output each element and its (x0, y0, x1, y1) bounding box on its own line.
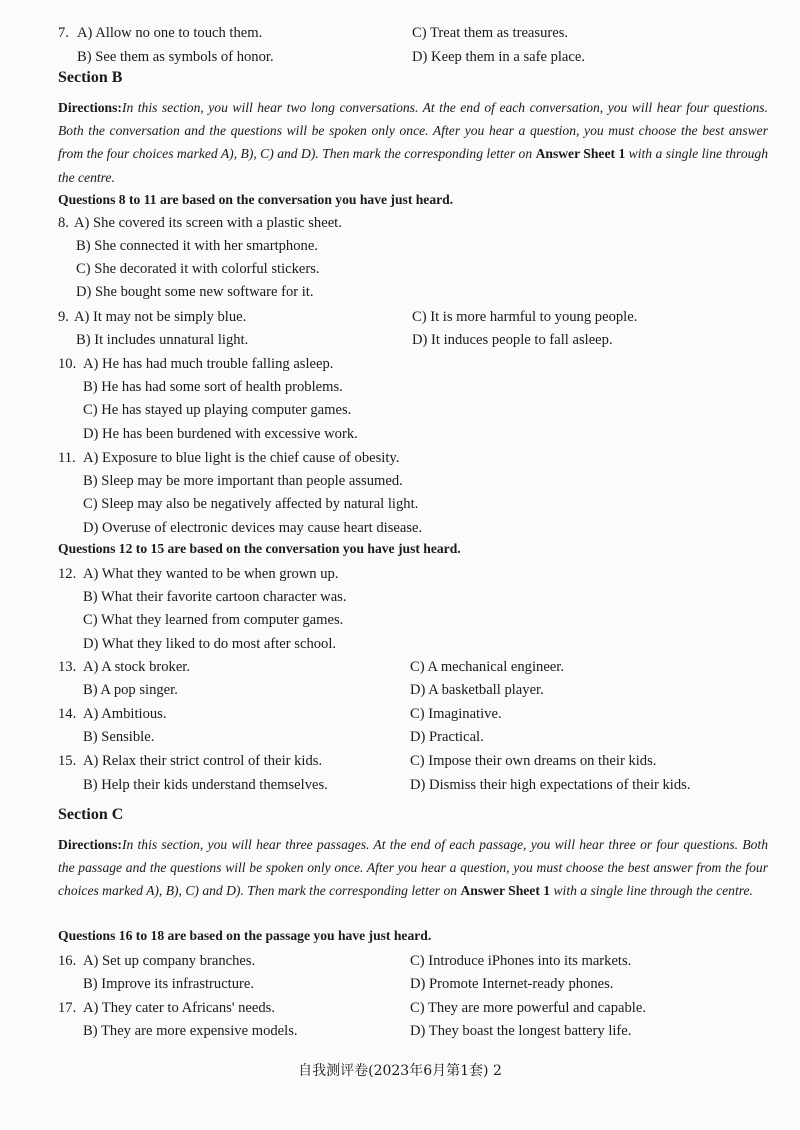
page-footer: 自我测评卷(2023年6月第1套) 2 (298, 1063, 502, 1079)
option-c: C) She decorated it with colorful stickers. (76, 261, 320, 277)
option-a: A) Allow no one to touch them. (77, 25, 263, 41)
question-9-row1 (0, 306, 800, 329)
option-a: A) Ambitious. (83, 706, 167, 722)
question-10-c (0, 399, 800, 422)
question-12-b (0, 586, 800, 609)
question-number: 13. (58, 659, 77, 675)
option-a: A) He has had much trouble falling asleep. (83, 356, 334, 372)
question-12-c (0, 609, 800, 632)
option-d: D) Promote Internet-ready phones. (410, 976, 614, 992)
question-number: 11. (58, 450, 76, 466)
option-b: B) She connected it with her smartphone. (76, 238, 318, 254)
option-d: D) They boast the longest battery life. (410, 1023, 632, 1039)
option-a: A) Set up company branches. (83, 953, 256, 969)
section-c-heading: Section C (58, 806, 124, 823)
option-b: B) He has had some sort of health problems. (83, 379, 343, 395)
directions-text: In this section, you will hear three passages. At the end of each passage, you will hear three or four questions. Both the passage and the questions will be spoken only once. After you hear a question, you must choose the best answer from the four choices marked A), B), C) and D). Then mark the corresponding letter on (58, 837, 768, 899)
option-d: D) A basketball player. (410, 682, 544, 698)
question-number: 12. (58, 566, 77, 582)
question-number: 9. (58, 309, 69, 325)
option-d: D) What they liked to do most after school. (83, 636, 337, 652)
question-number: 8. (58, 215, 69, 231)
question-13-row1 (0, 656, 800, 679)
option-d: D) It induces people to fall asleep. (412, 332, 613, 348)
question-16-row2 (0, 973, 800, 996)
question-9-row2 (0, 329, 800, 352)
question-12-d (0, 633, 800, 656)
option-b: B) It includes unnatural light. (76, 332, 249, 348)
question-11-b (0, 470, 800, 493)
question-number: 10. (58, 356, 77, 372)
option-a: A) What they wanted to be when grown up. (83, 566, 339, 582)
question-17-row2 (0, 1020, 800, 1043)
directions-text-end: with a single line through the centre. (550, 883, 753, 899)
question-13-row2 (0, 679, 800, 702)
option-c: C) Introduce iPhones into its markets. (410, 953, 632, 969)
question-8-c (0, 258, 800, 281)
question-number: 15. (58, 753, 77, 769)
option-a: A) It may not be simply blue. (74, 309, 247, 325)
question-number: 7. (58, 25, 69, 41)
section-b-heading: Section B (58, 69, 123, 86)
question-number: 14. (58, 706, 77, 722)
option-c: C) It is more harmful to young people. (412, 309, 638, 325)
question-8-d (0, 281, 800, 304)
question-11-a (0, 447, 800, 470)
option-c: C) They are more powerful and capable. (410, 1000, 646, 1016)
option-b: B) What their favorite cartoon character was. (83, 589, 347, 605)
question-7-row1 (0, 22, 800, 45)
option-d: D) Keep them in a safe place. (412, 49, 586, 65)
question-10-a (0, 353, 800, 376)
question-14-row1 (0, 703, 800, 726)
directions-label: Directions: (58, 100, 122, 115)
question-11-c (0, 493, 800, 516)
option-b: B) Improve its infrastructure. (83, 976, 255, 992)
option-d: D) Overuse of electronic devices may cause heart disease. (83, 520, 423, 536)
answer-sheet-ref: Answer Sheet 1 (460, 883, 551, 899)
option-a: A) They cater to Africans' needs. (83, 1000, 276, 1016)
question-7-row2 (0, 46, 800, 69)
option-a: A) Exposure to blue light is the chief cause of obesity. (83, 450, 400, 466)
question-15-row1 (0, 750, 800, 773)
question-group-heading: Questions 16 to 18 are based on the passage you have just heard. (58, 928, 432, 943)
option-d: D) Dismiss their high expectations of their kids. (410, 777, 691, 793)
question-15-row2 (0, 774, 800, 797)
option-b: B) See them as symbols of honor. (77, 49, 274, 65)
question-number: 16. (58, 953, 77, 969)
directions-text: In this section, you will hear two long conversations. At the end of each conversation, you will hear four questions. Both the conversation and the questions will be spoken only once. After you hear a question, you must choose the best answer from the four choices marked A), B), C) and D). Then mark the corresponding letter on (58, 100, 768, 162)
question-17-row1 (0, 997, 800, 1020)
question-10-d (0, 423, 800, 446)
option-b: B) Help their kids understand themselves. (83, 777, 328, 793)
option-c: C) What they learned from computer games. (83, 612, 344, 628)
option-c: C) Sleep may also be negatively affected by natural light. (83, 496, 419, 512)
question-group-heading: Questions 8 to 11 are based on the conversation you have just heard. (58, 192, 454, 207)
option-a: A) Relax their strict control of their kids. (83, 753, 323, 769)
option-d: D) Practical. (410, 729, 484, 745)
question-8-b (0, 235, 800, 258)
question-11-d (0, 517, 800, 540)
directions-text-end: with a single line through the centre. (58, 146, 769, 185)
option-b: B) Sensible. (83, 729, 155, 745)
directions-label: Directions: (58, 837, 122, 852)
option-c: C) He has stayed up playing computer games. (83, 402, 352, 418)
option-b: B) A pop singer. (83, 682, 178, 698)
option-d: D) She bought some new software for it. (76, 284, 314, 300)
option-c: C) Impose their own dreams on their kids. (410, 753, 657, 769)
option-d: D) He has been burdened with excessive work. (83, 426, 358, 442)
question-number: 17. (58, 1000, 77, 1016)
question-16-row1 (0, 950, 800, 973)
option-b: B) They are more expensive models. (83, 1023, 298, 1039)
option-c: C) Treat them as treasures. (412, 25, 569, 41)
option-a: A) A stock broker. (83, 659, 191, 675)
question-group-heading: Questions 12 to 15 are based on the conversation you have just heard. (58, 541, 461, 556)
question-14-row2 (0, 726, 800, 749)
question-8-a (0, 212, 800, 235)
option-a: A) She covered its screen with a plastic sheet. (74, 215, 342, 231)
option-c: C) A mechanical engineer. (410, 659, 564, 675)
section-c-directions (58, 833, 768, 903)
question-12-a (0, 563, 800, 586)
option-c: C) Imaginative. (410, 706, 502, 722)
section-b-directions (58, 96, 768, 189)
option-b: B) Sleep may be more important than people assumed. (83, 473, 403, 489)
question-10-b (0, 376, 800, 399)
answer-sheet-ref: Answer Sheet 1 (535, 146, 626, 162)
